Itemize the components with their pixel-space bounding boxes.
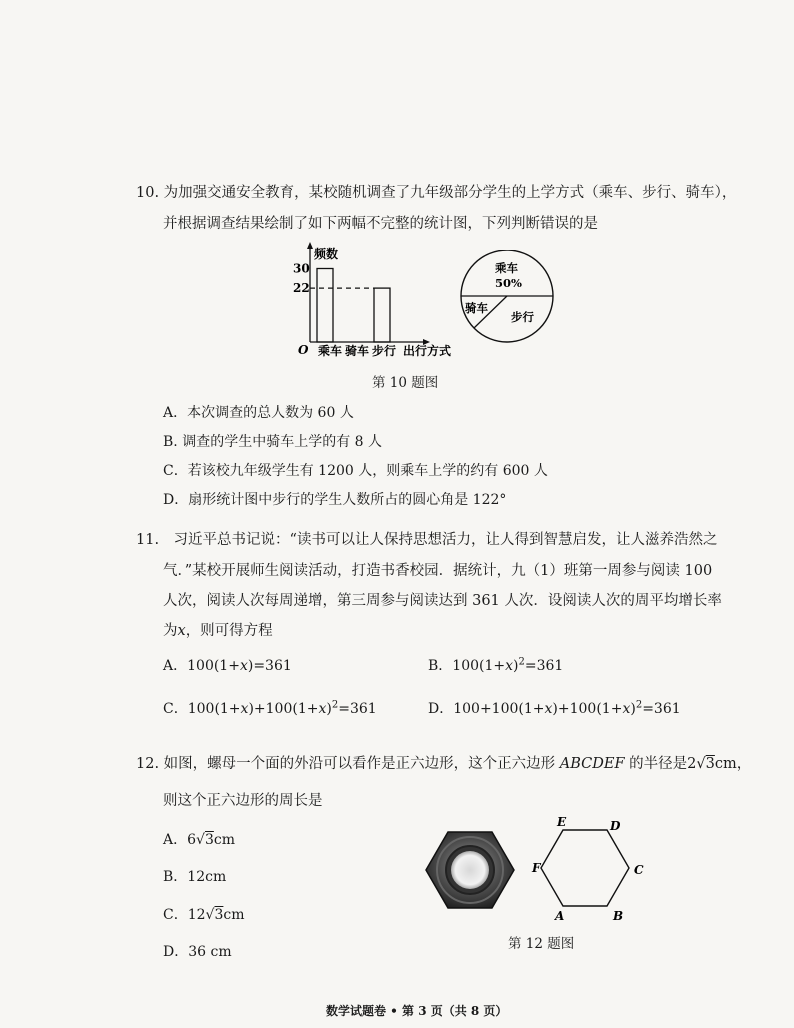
q11-option-a: A．100(1+x)=361 (163, 658, 292, 674)
var-x: x (177, 623, 186, 639)
vertex-a: A (555, 909, 565, 923)
sqrt-sign: √ (696, 756, 706, 772)
vertex-e: E (557, 815, 567, 829)
q12-line2: 则这个正六边形的周长是 (163, 793, 323, 809)
y-axis-arrow (307, 242, 313, 249)
q11-option-c: C．$100(1+x)+100(1+x)^2=361$ (163, 699, 377, 717)
vertex-c: C (634, 863, 644, 877)
q12-option-b: B．12cm (163, 869, 227, 885)
pie-label-buxing: 步行 (511, 310, 534, 324)
xtick-cheche: 乘车 (318, 344, 343, 358)
q11-option-d: D．$100+100(1+x)+100(1+x)^2=361$ (428, 699, 681, 717)
q10-option-d: D．扇形统计图中步行的学生人数所占的圆心角是 122° (163, 492, 507, 508)
q11-line2: 气．”某校开展师生阅读活动，打造书香校园．据统计，九（1）班第一周参与阅读 100 (163, 563, 713, 579)
q11-line1: 11. 习近平总书记说：“读书可以让人保持思想活力，让人得到智慧启发，让人滋养浩然之 (136, 532, 718, 548)
q12-option-c: C．12√3cm (163, 907, 245, 923)
xtick-qiche: 骑车 (345, 344, 370, 358)
bar-chart (280, 238, 460, 362)
page-footer: 数学试题卷 • 第 3 页（共 8 页） (326, 1004, 508, 1018)
y-axis-label: 频数 (314, 247, 339, 261)
ytick-30: 30 (293, 261, 310, 276)
hex-nut-image (422, 826, 518, 914)
q12-option-d: D．36 cm (163, 944, 232, 960)
q11-line3: 人次，阅读人次每周递增，第三周参与阅读达到 361 人次．设阅读人次的周平均增长率 (163, 593, 722, 609)
q12-line1: 12. 如图，螺母一个面的外沿可以看作是正六边形，这个正六边形 ABCDEF 的半径是2√3cm， (136, 756, 752, 772)
hexagon-name: ABCDEF (559, 756, 625, 772)
bar-0 (317, 269, 333, 343)
ytick-22: 22 (293, 281, 310, 296)
pie-label-cheche: 乘车 (495, 261, 518, 275)
q11-option-b: B．$100(1+x)^2=361$ (428, 656, 564, 674)
q11-line4: 为x，则可得方程 (163, 623, 273, 639)
q10-caption: 第 10 题图 (372, 375, 439, 391)
q10-option-c: C．若该校九年级学生有 1200 人，则乘车上学的约有 600 人 (163, 463, 548, 479)
pie-value-cheche: 50% (495, 276, 522, 290)
origin-label: O (298, 343, 309, 357)
xtick-buxing: 步行 (372, 344, 397, 358)
x-axis-label: 出行方式 (403, 344, 452, 358)
hexagon-diagram (530, 812, 650, 924)
q10-line2: 并根据调查结果绘制了如下两幅不完整的统计图，下列判断错误的是 (163, 216, 598, 232)
vertex-b: B (613, 909, 624, 923)
q12-caption: 第 12 题图 (508, 936, 575, 952)
vertex-d: D (610, 819, 621, 833)
q10-line1: 10. 为加强交通安全教育，某校随机调查了九年级部分学生的上学方式（乘车、步行、骑车）， (136, 185, 737, 201)
pie-chart (455, 250, 565, 350)
nut-hole (451, 851, 489, 889)
q12-option-a: A．6√3cm (163, 832, 236, 848)
bar-2 (374, 288, 390, 342)
vertex-f: F (532, 861, 541, 875)
hexagon-abcdef (541, 830, 629, 906)
q10-option-b: B. 调查的学生中骑车上学的有 8 人 (163, 434, 382, 450)
pie-label-qiche: 骑车 (465, 301, 488, 315)
q10-option-a: A．本次调查的总人数为 60 人 (163, 405, 354, 421)
